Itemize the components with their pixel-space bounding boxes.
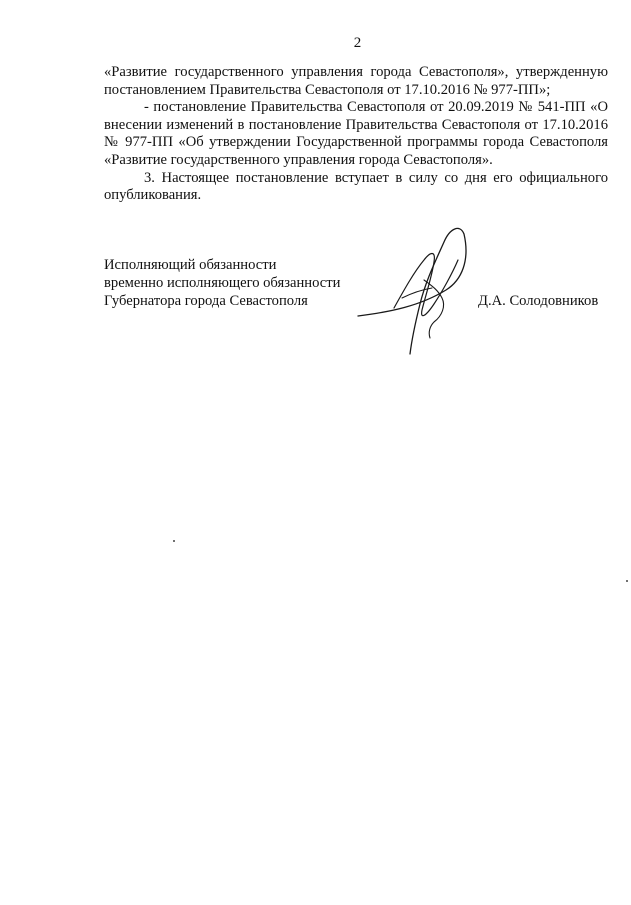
signatory-title-line-2: временно исполняющего обязанности: [104, 275, 341, 291]
signatory-title-line-1: Исполняющий обязанности: [104, 257, 277, 273]
scan-speck: [173, 540, 175, 542]
paragraph-2: - постановление Правительства Севастополя от 20.09.2019 № 541-ПП «О внесении изменений в постановление Правительства Севастополя от 17.10.2016 № 977-ПП «Об утверждении Государственной программы города Севастополя «Развитие государственного управления города Севастополя».: [104, 99, 608, 168]
signer-name: Д.А. Солодовников: [478, 293, 599, 309]
scan-speck: [626, 580, 628, 582]
document-body: [104, 64, 608, 205]
page-number: 2: [353, 35, 362, 51]
signatory-title: [104, 256, 340, 310]
paragraph-1: «Развитие государственного управления города Севастополя», утвержденную постановлением Правительства Севастополя от 17.10.2016 № 977-ПП»;: [104, 64, 608, 98]
handwritten-signature: [350, 220, 480, 360]
paragraph-3: 3. Настоящее постановление вступает в силу со дня его официального опубликования.: [104, 169, 608, 204]
signatory-title-line-3: Губернатора города Севастополя: [104, 293, 308, 309]
